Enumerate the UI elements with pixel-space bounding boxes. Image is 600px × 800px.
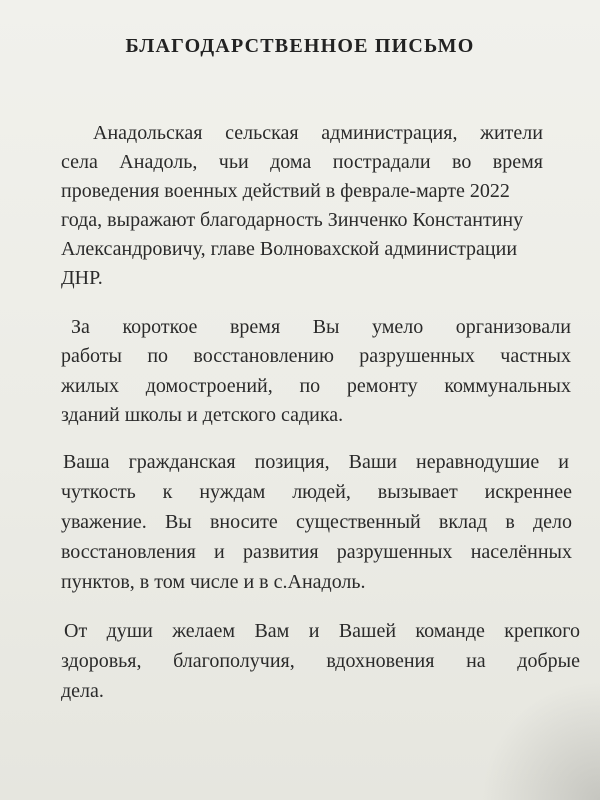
paragraph-1-line-1 xyxy=(93,123,543,143)
paragraph-4-line-2-text: здоровья, благополучия, вдохновения на добрые xyxy=(61,650,580,672)
paragraph-2-line-2 xyxy=(61,346,571,366)
paragraph-1-line-2 xyxy=(61,152,543,172)
paragraph-4-line-1 xyxy=(64,621,580,641)
paragraph-2-line-3-text: жилых домостроений, по ремонту коммунальных xyxy=(61,375,571,397)
paragraph-1-line-4 xyxy=(61,210,549,230)
paragraph-3-line-2 xyxy=(61,482,572,502)
paragraph-1-line-3-text: проведения военных действий в феврале-марте 2022 xyxy=(61,180,510,202)
paragraph-2-line-1-text: За короткое время Вы умело организовали xyxy=(71,316,571,338)
paragraph-2-line-3 xyxy=(61,376,571,396)
paragraph-1-line-6-text: ДНР. xyxy=(61,267,103,289)
paragraph-3-line-3-text: уважение. Вы вносите существенный вклад в дело xyxy=(61,511,572,533)
paragraph-3-line-1-text: Ваша гражданская позиция, Ваши неравнодушие и xyxy=(63,451,569,473)
paragraph-1-line-2-text: села Анадоль, чьи дома пострадали во время xyxy=(61,151,543,173)
paragraph-4-line-1-text: От души желаем Вам и Вашей команде крепкого xyxy=(64,620,580,642)
paragraph-3-line-5-text: пунктов, в том числе и в с.Анадоль. xyxy=(61,571,366,593)
paragraph-1-line-3 xyxy=(61,181,551,201)
paragraph-2-line-4 xyxy=(61,405,391,425)
paragraph-1-line-5-text: Александровичу, главе Волновахской администрации xyxy=(61,238,518,260)
paragraph-2-line-4-text: зданий школы и детского садика. xyxy=(61,404,344,426)
paragraph-4-line-3 xyxy=(61,681,141,701)
paragraph-3-line-5 xyxy=(61,572,391,592)
paragraph-3-line-2-text: чуткость к нуждам людей, вызывает искреннее xyxy=(61,481,572,503)
paragraph-1-line-1-text: Анадольская сельская администрация, жители xyxy=(93,122,543,144)
letter-title: БЛАГОДАРСТВЕННОЕ ПИСЬМО xyxy=(125,35,475,57)
paragraph-4-line-2 xyxy=(61,651,580,671)
paragraph-1-line-5 xyxy=(61,239,559,259)
paragraph-4-line-3-text: дела. xyxy=(61,680,104,702)
paragraph-2-line-2-text: работы по восстановлению разрушенных частных xyxy=(61,345,571,367)
paragraph-3-line-3 xyxy=(61,512,572,532)
paragraph-2-line-1 xyxy=(71,317,571,337)
paragraph-3-line-4-text: восстановления и развития разрушенных населённых xyxy=(61,541,572,563)
paragraph-3-line-4 xyxy=(61,542,572,562)
paragraph-3-line-1 xyxy=(63,452,569,472)
paragraph-1-line-4-text: года, выражают благодарность Зинченко Константину xyxy=(61,209,524,231)
paragraph-1-line-6 xyxy=(61,268,141,288)
